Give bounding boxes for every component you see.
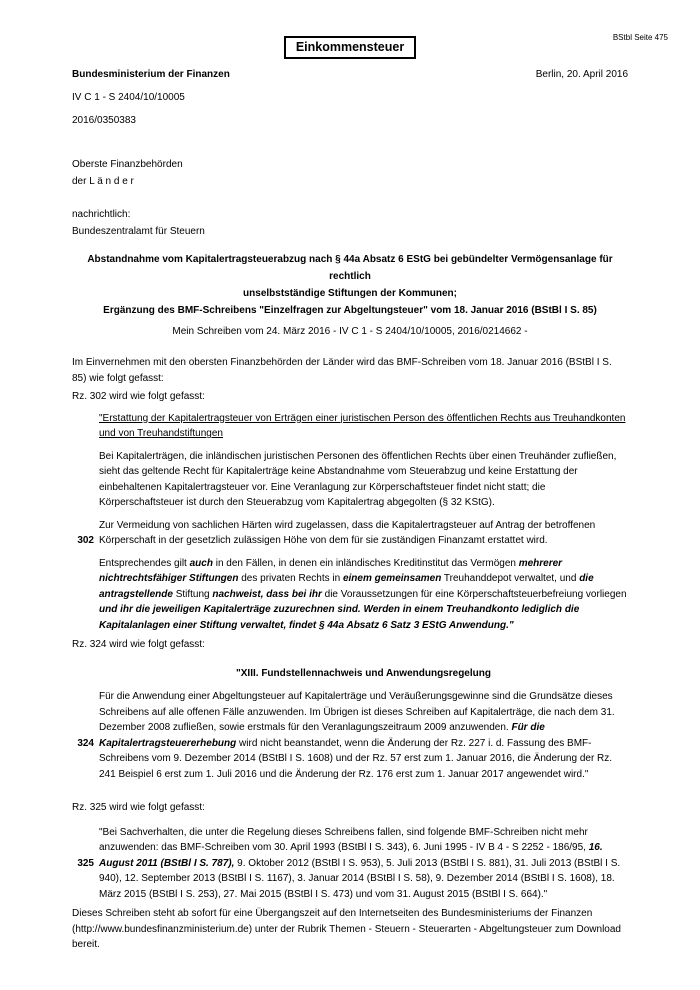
rz302-paragraph-1: Bei Kapitalerträgen, die inländischen juristischen Personen des öffentlichen Rechts über einen Treuhänder zufließen, sieht das geltende Recht für Kapitalerträge keine Abstandnahme vom Steuerabzug und keine Erstattung der einbehaltenen Kapitalertragsteuer vor. Eine Veranlagung zur Körperschaftsteuer findet nicht statt; die Körperschaftsteuer ist durch den Steuerabzug vom Kapitalertrag abgegolten (§ 32 KStG). [99,450,617,508]
recipient-line-1: Oberste Finanzbehörden [72,158,183,170]
subject-title-line-2: unselbstständige Stiftungen der Kommunen; [243,287,457,299]
rz302-margin-number: 302 [77,535,94,546]
document-id: 2016/0350383 [72,115,136,126]
page-reference-note: BStbl Seite 475 [612,33,668,42]
rz324-paragraph: Für die Anwendung einer Abgeltungsteuer auf Kapitalerträge und Veräußerungsgewinne sind die Grundsätze dieses Schreibens auf alle offenen Fälle anzuwenden. Im Übrigen ist dieses Schreiben auf Kapitalerträge, die nach dem 31. Dezember 2008 zufließen, sowie erstmals für den Veranlagungszeitraum 2009 anzuwenden. Für die Kapitalertragsteuererhebung wird nicht beanstandet, wenn die Änderung der Rz. 227 i. d. Fassung des BMF-Schreibens vom 9. Dezember 2014 (BStBl I S. 1608) und der Rz. 57 erst zum 1. Januar 2016, die Änderung der Rz. 241 Beispiel 6 erst zum 1. Juli 2016 und die Änderung der Rz. 176 erst zum 1. Januar 2017 angewendet wird." [99,691,615,780]
rz302-intro: Rz. 302 wird wie folgt gefasst: [72,391,205,402]
subject-title [72,251,628,319]
rz302-quote-block [77,411,628,634]
ministry-name: Bundesministerium der Finanzen [72,69,230,80]
rz324-intro: Rz. 324 wird wie folgt gefasst: [72,639,205,650]
tax-category-box: Einkommensteuer [284,36,416,59]
cc-recipient: Bundeszentralamt für Steuern [72,225,205,237]
rz325-quote-block [77,825,628,903]
file-reference: IV C 1 - S 2404/10/10005 [72,91,185,103]
cc-label: nachrichtlich: [72,208,131,220]
rz302-paragraph-3: Entsprechendes gilt auch in den Fällen, in denen ein inländisches Kreditinstitut das Vermögen mehrerer nichtrechtsfähiger Stiftungen des privaten Rechts in einem gemeinsamen Treuhanddepot verwaltet, und die antragstellende Stiftung nachweist, dass bei ihr die Voraussetzungen für eine Körperschaftsteuerbefreiung vorliegen und ihr die jeweiligen Kapitalerträge zuzurechnen sind. Werden in einem Treuhandkonto lediglich die Kapitalanlagen einer Stiftung verwaltet, findet § 44a Absatz 6 Satz 3 EStG Anwendung." [99,557,627,631]
rz324-heading: "XIII. Fundstellennachweis und Anwendungsregelung [236,667,491,679]
recipient-block [72,156,628,190]
intro-paragraph: Im Einvernehmen mit den obersten Finanzbehörden der Länder wird das BMF-Schreiben vom 18. Januar 2016 (BStBl I S. 85) wie folgt gefasst: [72,357,612,384]
rz324-quote-block [77,666,628,783]
rz302-paragraph-2-wrap [77,518,628,549]
subject-title-line-3: Ergänzung des BMF-Schreibens "Einzelfragen zur Abgeltungsteuer" vom 18. Januar 2016 (BStBl I S. 85) [103,304,597,316]
rz325-margin-number: 325 [77,857,94,869]
rz325-paragraph: "Bei Sachverhalten, die unter die Regelung dieses Schreibens fallen, sind folgende BMF-Schreiben nicht mehr anzuwenden: das BMF-Schreiben vom 30. April 1993 (BStBl I S. 343), 6. Juni 1995 - IV B 4 - S 2252 - 186/95, 16. August 2011 (BStBl I S. 787), 9. Oktober 2012 (BStBl I S. 953), 5. Juli 2013 (BStBl I S. 881), 31. Juli 2013 (BStBl I S. 940), 12. September 2013 (BStBl I S. 1167), 3. Januar 2014 (BStBl I S. 58), 9. Dezember 2014 (BStBl I S. 1608), 18. März 2015 (BStBl I S. 253), 27. Mai 2015 (BStBl I S. 473) und vom 31. August 2015 (BStBl I S. 664)." [99,826,621,900]
subject-reference-line: Mein Schreiben vom 24. März 2016 - IV C 1 - S 2404/10/10005, 2016/0214662 - [172,325,528,337]
subject-title-line-1: Abstandnahme vom Kapitalertragsteuerabzug nach § 44a Absatz 6 EStG bei gebündelter Vermögensanlage für rechtlich [87,253,613,282]
rz325-intro: Rz. 325 wird wie folgt gefasst: [72,802,205,813]
recipient-line-2: der L ä n d e r [72,175,134,187]
rz324-paragraph-wrap [77,689,628,782]
letterhead-row [72,67,628,83]
place-date: Berlin, 20. April 2016 [535,69,628,80]
category-box-row [72,0,628,59]
rz324-margin-number: 324 [77,737,94,749]
rz302-paragraph-2: Zur Vermeidung von sachlichen Härten wird zugelassen, dass die Kapitalertragsteuer auf Antrag der betroffenen Körperschaft in der gesetzlich zulässigen Höhe von dem für sie zuständigen Finanzamt erstattet wird. [99,519,596,546]
closing-paragraph: Dieses Schreiben steht ab sofort für eine Übergangszeit auf den Internetseiten des Bundesministeriums der Finanzen (http://www.bundesfinanzministerium.de) unter der Rubrik Themen - Steuern - Steuerarten - Abgeltungsteuer zum Download bereit. [72,908,621,950]
rz302-heading: "Erstattung der Kapitalertragsteuer von Erträgen einer juristischen Person des öffentlichen Rechts aus Treuhandkonten und von Treuhandstiftungen [99,412,626,439]
cc-block [72,206,628,240]
rz325-paragraph-wrap [77,825,628,903]
